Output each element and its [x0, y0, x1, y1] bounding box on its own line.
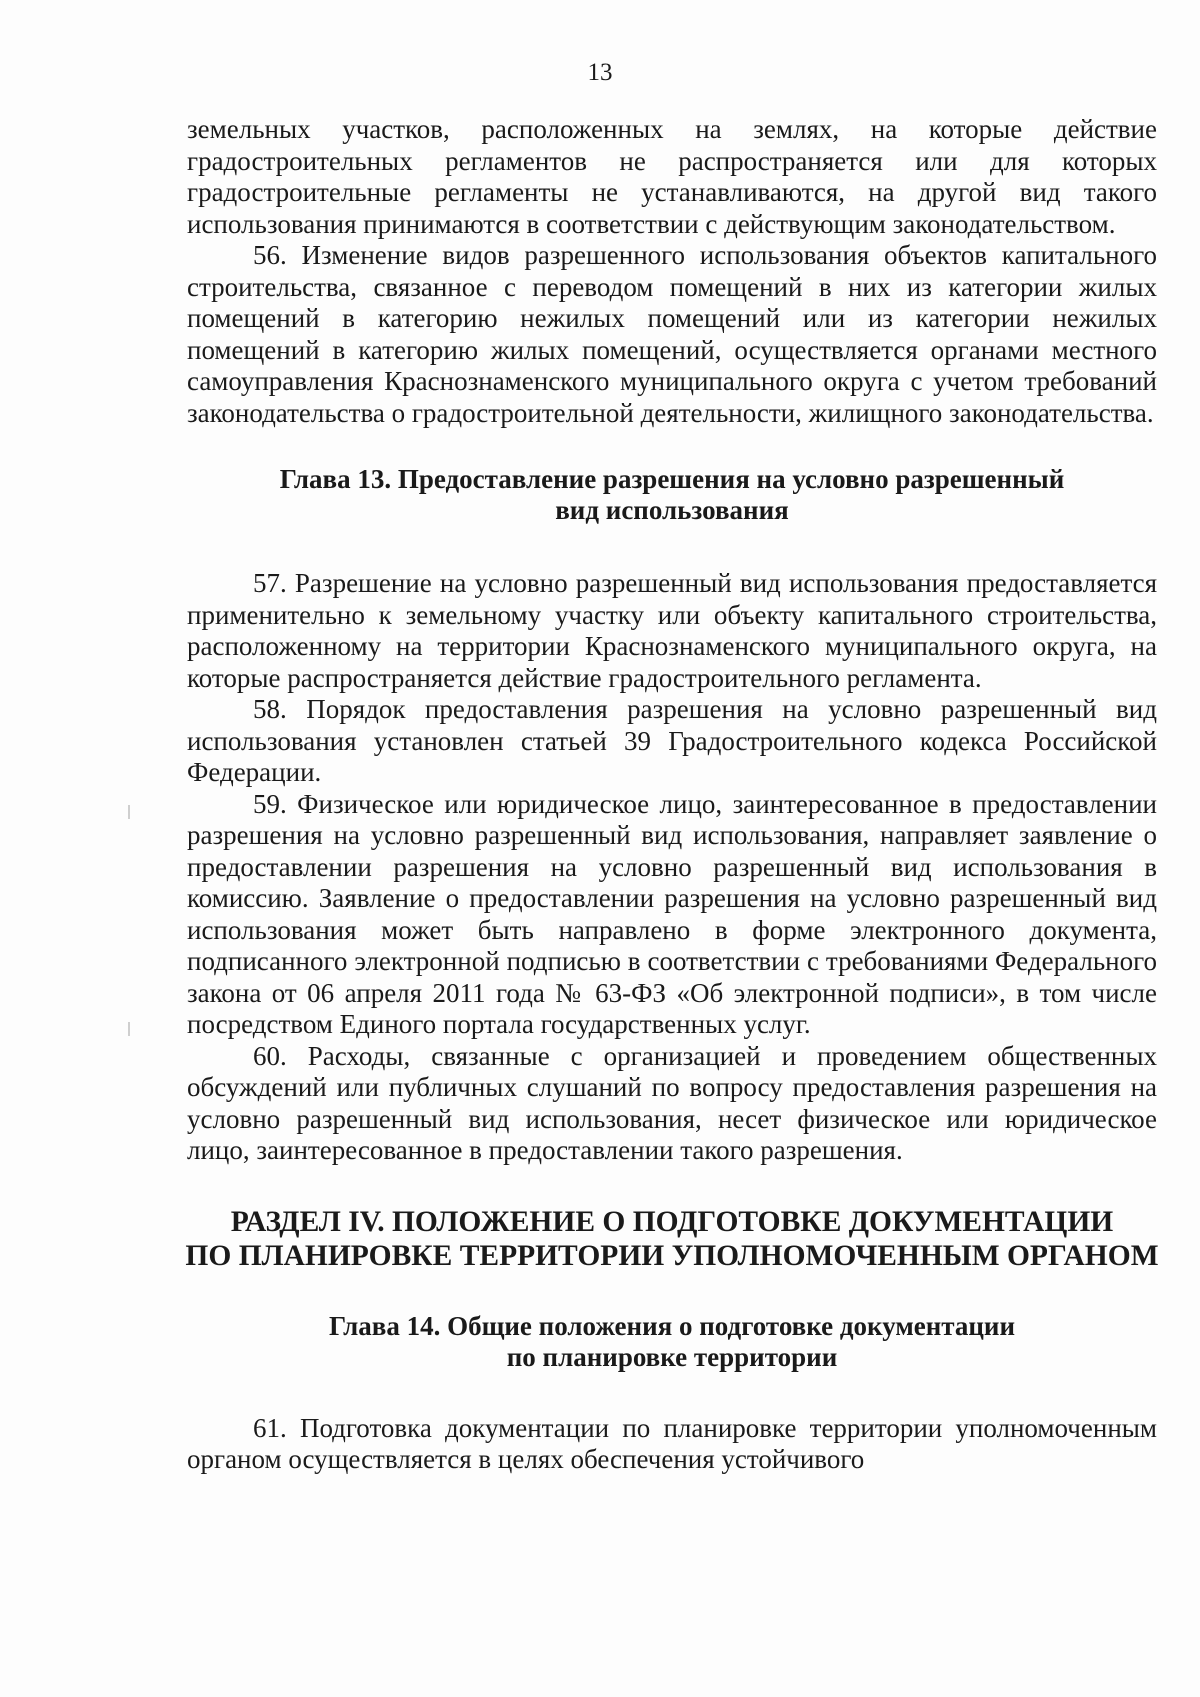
- paragraph-57: 57. Разрешение на условно разрешенный вид использования предоставляется применительно к земельному участку или объекту капитального строительства, расположенному на территории Краснознаменского муниципального округа, на которые распространяется действие градостроительного регламента.: [187, 568, 1157, 693]
- chapter-13-title-line2: вид использования: [555, 495, 789, 525]
- page-number: 13: [587, 59, 613, 86]
- chapter-13-heading: [187, 464, 1157, 526]
- paragraph-60: 60. Расходы, связанные с организацией и проведением общественных обсуждений или публичных слушаний по вопросу предоставления разрешения на условно разрешенный вид использования, несет физическое или юридическое лицо, заинтересованное в предоставлении такого разрешения.: [187, 1040, 1157, 1165]
- paragraph-61: 61. Подготовка документации по планировке территории уполномоченным органом осуществляется в целях обеспечения устойчивого: [187, 1412, 1157, 1474]
- section-4-title-line2: ПО ПЛАНИРОВКЕ ТЕРРИТОРИИ УПОЛНОМОЧЕННЫМ ОРГАНОМ: [185, 1239, 1159, 1272]
- chapter-13-body: [187, 568, 1157, 1167]
- chapter-14-heading: [187, 1311, 1157, 1373]
- paragraph-58: 58. Порядок предоставления разрешения на условно разрешенный вид использования установлен статьей 39 Градостроительного кодекса Российской Федерации.: [187, 694, 1157, 787]
- chapter-14-title-line1: Глава 14. Общие положения о подготовке документации: [328, 1310, 1016, 1341]
- document-body: [187, 114, 1157, 1476]
- section-4-title-line1: РАЗДЕЛ IV. ПОЛОЖЕНИЕ О ПОДГОТОВКЕ ДОКУМЕНТАЦИИ: [230, 1205, 1114, 1238]
- paragraph-continuation: земельных участков, расположенных на землях, на которые действие градостроительных регламентов не распространяется или для которых градостроительные регламенты не устанавливаются, на другой вид такого использования принимаются в соответствии с действующим законодательством.: [187, 114, 1157, 239]
- chapter-14-title-line2: по планировке территории: [506, 1341, 838, 1372]
- scan-mark: [128, 805, 130, 819]
- chapter-13-title-line1: Глава 13. Предоставление разрешения на условно разрешенный: [279, 464, 1065, 494]
- section-4-heading: [187, 1205, 1157, 1273]
- scan-mark: [128, 1022, 130, 1036]
- paragraph-59: 59. Физическое или юридическое лицо, заинтересованное в предоставлении разрешения на условно разрешенный вид использования, направляет заявление о предоставлении разрешения на условно разрешенный вид использования в комиссию. Заявление о предоставлении разрешения на условно разрешенный вид использования может быть направлено в форме электронного документа, подписанного электронной подписью в соответствии с требованиями Федерального закона от 06 апреля 2011 года № 63-ФЗ «Об электронной подписи», в том числе посредством Единого портала государственных услуг.: [187, 788, 1157, 1039]
- chapter-14-body: [187, 1413, 1157, 1476]
- paragraph-56: 56. Изменение видов разрешенного использования объектов капитального строительства, связанное с переводом помещений в них из категории жилых помещений в категорию нежилых помещений или из категории нежилых помещений в категорию жилых помещений, осуществляется органами местного самоуправления Краснознаменского муниципального округа с учетом требований законодательства о градостроительной деятельности, жилищного законодательства.: [187, 240, 1157, 428]
